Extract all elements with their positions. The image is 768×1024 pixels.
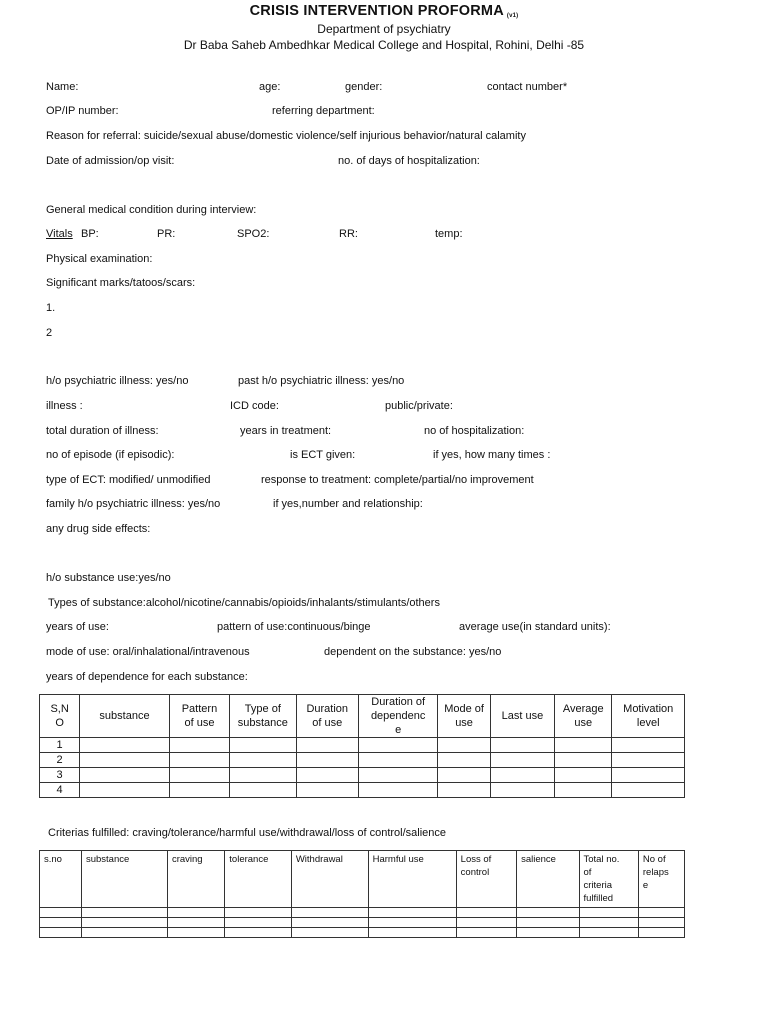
pattern-of-use-label: pattern of use:continuous/binge	[217, 621, 371, 633]
substance-table-header-cell: Mode of use	[438, 695, 490, 738]
entry-cell[interactable]	[358, 783, 437, 798]
episodes-label: no of episode (if episodic):	[46, 449, 175, 461]
entry-cell[interactable]	[368, 908, 456, 918]
entry-cell[interactable]	[358, 753, 437, 768]
criteria-table-header-cell: Total no. of criteria fulfilled	[579, 851, 638, 908]
entry-cell[interactable]	[456, 928, 516, 938]
entry-cell[interactable]	[579, 918, 638, 928]
substance-table-header-cell: Duration of dependenc e	[358, 695, 437, 738]
total-duration-label: total duration of illness:	[46, 425, 159, 437]
entry-cell[interactable]	[169, 783, 229, 798]
ect-type-label: type of ECT: modified/ unmodified	[46, 474, 211, 486]
substance-table-header-cell: Pattern of use	[169, 695, 229, 738]
entry-cell[interactable]	[638, 928, 684, 938]
row-number-cell: 1	[40, 738, 80, 753]
entry-cell[interactable]	[296, 768, 358, 783]
physical-examination-label: Physical examination:	[46, 253, 153, 265]
version-label: (v1)	[506, 13, 519, 19]
entry-cell[interactable]	[291, 918, 368, 928]
years-in-treatment-label: years in treatment:	[240, 425, 332, 437]
entry-cell[interactable]	[555, 783, 612, 798]
substance-table-header-cell: Motivation level	[612, 695, 685, 738]
criteria-table	[39, 850, 685, 938]
entry-cell[interactable]	[296, 753, 358, 768]
hospitalization-days-label: no. of days of hospitalization:	[338, 155, 480, 167]
average-use-label: average use(in standard units):	[459, 621, 611, 633]
substance-table-header-cell: S,N O	[40, 695, 80, 738]
table-row	[40, 738, 685, 753]
entry-cell[interactable]	[167, 908, 224, 918]
criteria-table-header-cell: tolerance	[225, 851, 292, 908]
row-number-cell: 2	[40, 753, 80, 768]
spo2-label: SPO2:	[237, 228, 270, 240]
referring-department-label: referring department:	[272, 105, 375, 117]
pr-label: PR:	[157, 228, 176, 240]
age-label: age:	[259, 81, 281, 93]
entry-cell[interactable]	[517, 918, 579, 928]
department-name: Department of psychiatry	[317, 22, 451, 36]
substance-use-table	[39, 694, 685, 798]
criteria-table-header-cell: No of relaps e	[638, 851, 684, 908]
bp-label: BP:	[81, 228, 99, 240]
entry-cell[interactable]	[517, 928, 579, 938]
substance-use-label: h/o substance use:yes/no	[46, 572, 171, 584]
entry-cell[interactable]	[80, 753, 170, 768]
entry-cell[interactable]	[358, 768, 437, 783]
entry-cell[interactable]	[80, 738, 170, 753]
entry-cell[interactable]	[579, 908, 638, 918]
entry-cell[interactable]	[638, 918, 684, 928]
entry-cell[interactable]	[296, 783, 358, 798]
entry-cell[interactable]	[555, 768, 612, 783]
entry-cell[interactable]	[490, 783, 554, 798]
dependence-label: dependent on the substance: yes/no	[324, 646, 502, 658]
vitals-label: Vitals	[46, 228, 73, 240]
entry-cell[interactable]	[40, 928, 82, 938]
table-row	[40, 753, 685, 768]
entry-cell[interactable]	[230, 753, 296, 768]
entry-cell[interactable]	[555, 738, 612, 753]
treatment-response-label: response to treatment: complete/partial/no improvement	[261, 474, 534, 486]
illness-label: illness :	[46, 400, 83, 412]
entry-cell[interactable]	[291, 908, 368, 918]
entry-cell[interactable]	[167, 918, 224, 928]
criteria-table-header-cell: Harmful use	[368, 851, 456, 908]
entry-cell[interactable]	[612, 738, 685, 753]
rr-label: RR:	[339, 228, 358, 240]
entry-cell[interactable]	[230, 738, 296, 753]
substance-table-header-cell: Duration of use	[296, 695, 358, 738]
entry-cell[interactable]	[456, 918, 516, 928]
entry-cell[interactable]	[612, 753, 685, 768]
table-row	[40, 918, 685, 928]
criteria-table-header-cell: craving	[167, 851, 224, 908]
substance-table-header-cell: Type of substance	[230, 695, 296, 738]
entry-cell[interactable]	[81, 908, 167, 918]
mode-of-use-label: mode of use: oral/inhalational/intravenous	[46, 646, 250, 658]
table-row	[40, 928, 685, 938]
psychiatric-illness-label: h/o psychiatric illness: yes/no	[46, 375, 189, 387]
table-row	[40, 783, 685, 798]
substance-table-header-cell: substance	[80, 695, 170, 738]
entry-cell[interactable]	[291, 928, 368, 938]
entry-cell[interactable]	[612, 768, 685, 783]
entry-cell[interactable]	[555, 753, 612, 768]
entry-cell[interactable]	[612, 783, 685, 798]
temp-label: temp:	[435, 228, 463, 240]
criteria-table-header-cell: Withdrawal	[291, 851, 368, 908]
substance-table-header-cell: Average use	[555, 695, 612, 738]
admission-date-label: Date of admission/op visit:	[46, 155, 175, 167]
entry-cell[interactable]	[368, 928, 456, 938]
gender-label: gender:	[345, 81, 383, 93]
table-row	[40, 768, 685, 783]
entry-cell[interactable]	[169, 753, 229, 768]
opip-number-label: OP/IP number:	[46, 105, 119, 117]
entry-cell[interactable]	[230, 783, 296, 798]
form-title: CRISIS INTERVENTION PROFORMA (v1)	[249, 3, 519, 19]
entry-cell[interactable]	[438, 783, 490, 798]
entry-cell[interactable]	[81, 918, 167, 928]
entry-cell[interactable]	[225, 908, 292, 918]
entry-cell[interactable]	[490, 753, 554, 768]
entry-cell[interactable]	[358, 738, 437, 753]
years-of-use-label: years of use:	[46, 621, 109, 633]
ect-given-label: is ECT given:	[290, 449, 356, 461]
entry-cell[interactable]	[438, 768, 490, 783]
entry-cell[interactable]	[169, 738, 229, 753]
entry-cell[interactable]	[40, 918, 82, 928]
number-of-hospitalization-label: no of hospitalization:	[424, 425, 525, 437]
entry-cell[interactable]	[225, 928, 292, 938]
marks-item-1: 1.	[46, 302, 56, 314]
marks-item-2: 2	[46, 327, 53, 339]
entry-cell[interactable]	[438, 753, 490, 768]
institution-name: Dr Baba Saheb Ambedhkar Medical College and Hospital, Rohini, Delhi -85	[183, 38, 585, 52]
entry-cell[interactable]	[368, 918, 456, 928]
substance-types-label: Types of substance:alcohol/nicotine/cannabis/opioids/inhalants/stimulants/others	[48, 597, 440, 609]
years-of-dependence-label: years of dependence for each substance:	[46, 671, 248, 683]
table-row	[40, 908, 685, 918]
substance-table-header-cell: Last use	[490, 695, 554, 738]
entry-cell[interactable]	[169, 768, 229, 783]
reason-for-referral-label: Reason for referral: suicide/sexual abuse/domestic violence/self injurious behavior/natural calamity	[46, 130, 526, 142]
name-label: Name:	[46, 81, 79, 93]
entry-cell[interactable]	[40, 908, 82, 918]
criteria-table-header-cell: Loss of control	[456, 851, 516, 908]
entry-cell[interactable]	[81, 928, 167, 938]
criteria-table-header-cell: s.no	[40, 851, 82, 908]
entry-cell[interactable]	[456, 908, 516, 918]
entry-cell[interactable]	[438, 738, 490, 753]
entry-cell[interactable]	[579, 928, 638, 938]
drug-side-effects-label: any drug side effects:	[46, 523, 151, 535]
row-number-cell: 4	[40, 783, 80, 798]
entry-cell[interactable]	[80, 783, 170, 798]
entry-cell[interactable]	[230, 768, 296, 783]
entry-cell[interactable]	[167, 928, 224, 938]
entry-cell[interactable]	[517, 908, 579, 918]
public-private-label: public/private:	[385, 400, 453, 412]
icd-code-label: ICD code:	[230, 400, 279, 412]
criteria-fulfilled-label: Criterias fulfilled: craving/tolerance/harmful use/withdrawal/loss of control/salience	[48, 827, 447, 839]
past-psychiatric-illness-label: past h/o psychiatric illness: yes/no	[238, 375, 405, 387]
entry-cell[interactable]	[490, 768, 554, 783]
contact-number-label: contact number*	[487, 81, 568, 93]
ect-times-label: if yes, how many times :	[433, 449, 551, 461]
substance-table-header-row	[40, 695, 685, 738]
entry-cell[interactable]	[638, 908, 684, 918]
entry-cell[interactable]	[296, 738, 358, 753]
entry-cell[interactable]	[225, 918, 292, 928]
significant-marks-label: Significant marks/tatoos/scars:	[46, 277, 196, 289]
entry-cell[interactable]	[490, 738, 554, 753]
criteria-table-header-cell: salience	[517, 851, 579, 908]
general-medical-condition-label: General medical condition during interview:	[46, 204, 257, 216]
family-history-label: family h/o psychiatric illness: yes/no	[46, 498, 221, 510]
entry-cell[interactable]	[80, 768, 170, 783]
criteria-table-header-cell: substance	[81, 851, 167, 908]
row-number-cell: 3	[40, 768, 80, 783]
family-relationship-label: if yes,number and relationship:	[273, 498, 423, 510]
criteria-table-header-row	[40, 851, 685, 908]
